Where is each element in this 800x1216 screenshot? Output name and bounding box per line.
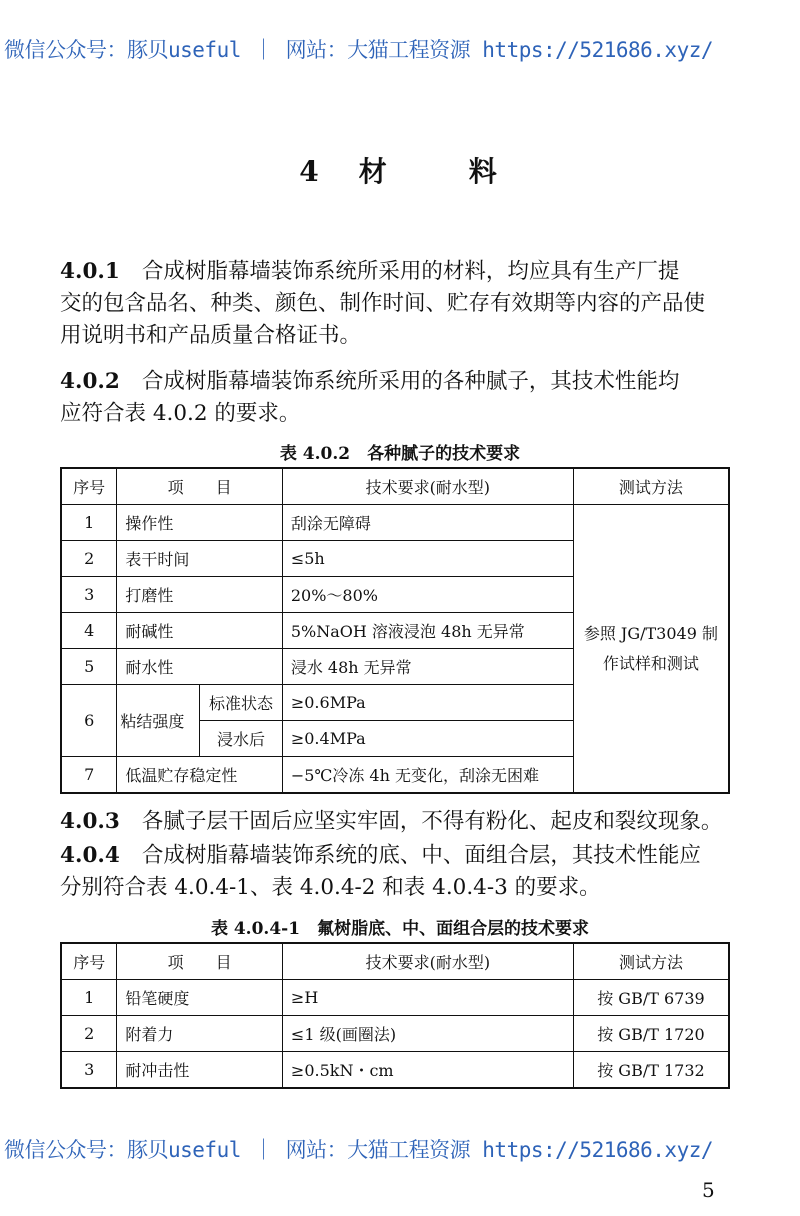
cell: 2 [61, 1016, 117, 1052]
fluororesin-requirements-table [60, 942, 730, 1089]
header-cell: 项 目 [117, 468, 282, 505]
chapter-title-a: 材 [358, 155, 391, 188]
cell: 20%～80% [282, 577, 573, 613]
test-method-cell: 参照 JG/T3049 制作试样和测试 [573, 505, 729, 794]
clause-4-0-4 [60, 840, 701, 904]
cell: 附着力 [117, 1016, 283, 1052]
clause-id: 4.0.1 [60, 259, 120, 284]
cell: 6 [61, 685, 117, 757]
clause-4-0-3 [60, 806, 722, 838]
cell: 按 GB/T 1732 [573, 1052, 729, 1089]
cell: ≤5h [282, 541, 573, 577]
clause-id: 4.0.4 [60, 843, 120, 868]
header-cell: 项 目 [117, 943, 283, 980]
header-cell: 技术要求(耐水型) [282, 943, 573, 980]
table-row [61, 505, 729, 541]
text-line: 合成树脂幕墙装饰系统所采用的材料，均应具有生产厂提 [141, 259, 680, 284]
cell: ≤1 级(画圈法) [282, 1016, 573, 1052]
cell: 标准状态 [200, 685, 283, 721]
cell: ≥0.6MPa [282, 685, 573, 721]
text-line: 分别符合表 4.0.4-1、表 4.0.4-2 和表 4.0.4-3 的要求。 [60, 875, 601, 900]
table-caption: 表 4.0.2 各种腻子的技术要求 [279, 444, 521, 464]
header-cell: 序号 [61, 943, 117, 980]
clause-id: 4.0.2 [60, 369, 120, 394]
text-line: 交的包含品名、种类、颜色、制作时间、贮存有效期等内容的产品使 [60, 291, 706, 316]
header-cell: 测试方法 [573, 468, 729, 505]
watermark-bottom: 微信公众号：豚贝useful ｜ 网站：大猫工程资源 https://521686.xyz/ [4, 1138, 714, 1162]
header-cell: 技术要求(耐水型) [282, 468, 573, 505]
header-cell: 序号 [61, 468, 117, 505]
cell: ≥0.4MPa [282, 721, 573, 757]
cell: 打磨性 [117, 577, 282, 613]
cell: 1 [61, 980, 117, 1016]
chapter-title-b: 料 [468, 155, 501, 188]
cell: 粘结强度 [117, 685, 200, 757]
cell: 7 [61, 757, 117, 794]
table-header [61, 468, 729, 505]
cell: 2 [61, 541, 117, 577]
table-header [61, 943, 729, 980]
clause-4-0-2 [60, 366, 679, 430]
cell: 5 [61, 649, 117, 685]
text-line: 应符合表 4.0.2 的要求。 [60, 401, 301, 426]
text-line: 用说明书和产品质量合格证书。 [60, 323, 362, 348]
cell: −5℃冷冻 4h 无变化，刮涂无困难 [282, 757, 573, 794]
cell: 5%NaOH 溶液浸泡 48h 无异常 [282, 613, 573, 649]
chapter-number: 4 [299, 155, 323, 188]
clause-id: 4.0.3 [60, 809, 120, 834]
cell: 耐冲击性 [117, 1052, 283, 1089]
cell: 操作性 [117, 505, 282, 541]
cell: 浸水 48h 无异常 [282, 649, 573, 685]
header-cell: 测试方法 [573, 943, 729, 980]
watermark-top: 微信公众号：豚贝useful ｜ 网站：大猫工程资源 https://521686.xyz/ [4, 38, 714, 62]
table-row [61, 980, 729, 1016]
text-line: 合成树脂幕墙装饰系统的底、中、面组合层，其技术性能应 [141, 843, 701, 868]
cell: 浸水后 [200, 721, 283, 757]
cell: ≥0.5kN・cm [282, 1052, 573, 1089]
text-line: 各腻子层干固后应坚实牢固，不得有粉化、起皮和裂纹现象。 [141, 809, 723, 834]
cell: 铅笔硬度 [117, 980, 283, 1016]
cell: 3 [61, 1052, 117, 1089]
cell: 按 GB/T 1720 [573, 1016, 729, 1052]
table-row [61, 1052, 729, 1089]
cell: 刮涂无障碍 [282, 505, 573, 541]
table-caption: 表 4.0.4-1 氟树脂底、中、面组合层的技术要求 [210, 919, 590, 939]
table-row [61, 1016, 729, 1052]
cell: ≥H [282, 980, 573, 1016]
cell: 4 [61, 613, 117, 649]
cell: 耐水性 [117, 649, 282, 685]
text-line: 合成树脂幕墙装饰系统所采用的各种腻子，其技术性能均 [141, 369, 680, 394]
page-number: 5 [702, 1178, 715, 1202]
cell: 耐碱性 [117, 613, 282, 649]
cell: 3 [61, 577, 117, 613]
clause-4-0-1 [60, 256, 705, 352]
cell: 低温贮存稳定性 [117, 757, 282, 794]
cell: 按 GB/T 6739 [573, 980, 729, 1016]
cell: 表干时间 [117, 541, 282, 577]
cell: 1 [61, 505, 117, 541]
chapter-title [0, 150, 800, 190]
putty-requirements-table [60, 467, 730, 794]
